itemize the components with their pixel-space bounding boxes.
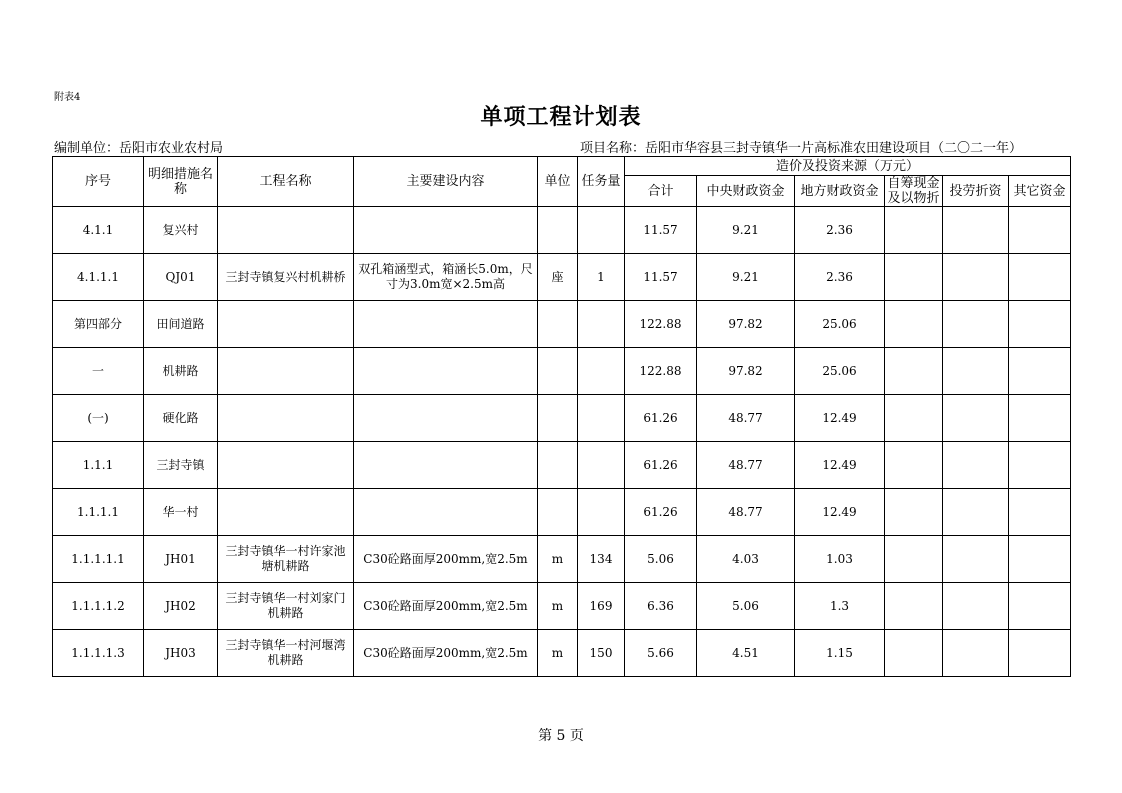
cell-central: 4.03	[697, 536, 795, 583]
cell-central: 9.21	[697, 207, 795, 254]
cell-name: 三封寺镇华一村河堰湾机耕路	[218, 630, 354, 677]
cell-qty: 169	[578, 583, 625, 630]
cell-measure: 机耕路	[144, 348, 218, 395]
cell-name	[218, 207, 354, 254]
cell-unit: m	[538, 536, 578, 583]
cell-other	[1009, 207, 1071, 254]
cell-other	[1009, 442, 1071, 489]
cell-central: 4.51	[697, 630, 795, 677]
cell-measure: QJ01	[144, 254, 218, 301]
cell-content: C30砼路面厚200mm,宽2.5m	[354, 630, 538, 677]
cell-name	[218, 395, 354, 442]
cell-central: 48.77	[697, 442, 795, 489]
header-cost-group: 造价及投资来源（万元）	[625, 157, 1071, 176]
cell-total: 61.26	[625, 395, 697, 442]
cell-local: 2.36	[795, 207, 885, 254]
cell-labor	[943, 489, 1009, 536]
cell-local: 12.49	[795, 395, 885, 442]
cell-total: 6.36	[625, 583, 697, 630]
cell-labor	[943, 301, 1009, 348]
cell-measure: 三封寺镇	[144, 442, 218, 489]
cell-self	[885, 395, 943, 442]
header-measure: 明细措施名称	[144, 157, 218, 207]
cell-other	[1009, 489, 1071, 536]
cell-labor	[943, 583, 1009, 630]
header-central: 中央财政资金	[697, 176, 795, 207]
cell-unit: m	[538, 630, 578, 677]
header-other: 其它资金	[1009, 176, 1071, 207]
cell-local: 25.06	[795, 348, 885, 395]
header-content: 主要建设内容	[354, 157, 538, 207]
cell-total: 5.66	[625, 630, 697, 677]
cell-seq: 一	[53, 348, 144, 395]
cell-self	[885, 348, 943, 395]
cell-seq: 第四部分	[53, 301, 144, 348]
plan-table	[52, 156, 1071, 677]
header-labor: 投劳折资	[943, 176, 1009, 207]
cell-total: 11.57	[625, 207, 697, 254]
cell-labor	[943, 536, 1009, 583]
cell-seq: 1.1.1.1.2	[53, 583, 144, 630]
cell-qty: 150	[578, 630, 625, 677]
header-total: 合计	[625, 176, 697, 207]
cell-qty	[578, 207, 625, 254]
cell-measure: 田间道路	[144, 301, 218, 348]
cell-seq: 1.1.1.1	[53, 489, 144, 536]
cell-local: 1.15	[795, 630, 885, 677]
header-self: 自筹现金及以物折	[885, 176, 943, 207]
table-body	[53, 157, 1071, 677]
cell-measure: JH02	[144, 583, 218, 630]
cell-self	[885, 536, 943, 583]
cell-qty	[578, 348, 625, 395]
cell-seq: 4.1.1.1	[53, 254, 144, 301]
cell-qty	[578, 442, 625, 489]
header-seq: 序号	[53, 157, 144, 207]
header-row-1	[53, 157, 1071, 176]
cell-labor	[943, 630, 1009, 677]
cell-qty	[578, 301, 625, 348]
cell-content	[354, 395, 538, 442]
cell-content	[354, 442, 538, 489]
cell-self	[885, 583, 943, 630]
cell-central: 5.06	[697, 583, 795, 630]
cell-local: 2.36	[795, 254, 885, 301]
cell-labor	[943, 348, 1009, 395]
cell-other	[1009, 536, 1071, 583]
cell-content: C30砼路面厚200mm,宽2.5m	[354, 583, 538, 630]
cell-measure: 复兴村	[144, 207, 218, 254]
cell-other	[1009, 254, 1071, 301]
cell-content	[354, 489, 538, 536]
cell-unit: 座	[538, 254, 578, 301]
cell-self	[885, 301, 943, 348]
cell-self	[885, 254, 943, 301]
page-title: 单项工程计划表	[480, 104, 642, 130]
cell-central: 9.21	[697, 254, 795, 301]
cell-seq: (一)	[53, 395, 144, 442]
cell-measure: 硬化路	[144, 395, 218, 442]
project-name: 项目名称：岳阳市华容县三封寺镇华一片高标准农田建设项目（二〇二一年）	[580, 141, 1023, 156]
cell-name: 三封寺镇华一村刘家门机耕路	[218, 583, 354, 630]
cell-measure: 华一村	[144, 489, 218, 536]
header-qty: 任务量	[578, 157, 625, 207]
cell-local: 1.03	[795, 536, 885, 583]
cell-local: 1.3	[795, 583, 885, 630]
cell-content	[354, 207, 538, 254]
cell-seq: 1.1.1.1.1	[53, 536, 144, 583]
appendix-label: 附表4	[54, 92, 81, 103]
cell-content: 双孔箱涵型式，箱涵长5.0m，尺寸为3.0m宽×2.5m高	[354, 254, 538, 301]
cell-other	[1009, 301, 1071, 348]
cell-seq: 4.1.1	[53, 207, 144, 254]
cell-qty	[578, 395, 625, 442]
header-unit: 单位	[538, 157, 578, 207]
header-local: 地方财政资金	[795, 176, 885, 207]
cell-unit	[538, 301, 578, 348]
table-row	[53, 254, 1071, 301]
cell-local: 12.49	[795, 442, 885, 489]
cell-self	[885, 630, 943, 677]
cell-unit	[538, 207, 578, 254]
table-row	[53, 583, 1071, 630]
table-row	[53, 207, 1071, 254]
cell-seq: 1.1.1	[53, 442, 144, 489]
cell-other	[1009, 583, 1071, 630]
cell-central: 48.77	[697, 395, 795, 442]
table-row	[53, 395, 1071, 442]
cell-central: 48.77	[697, 489, 795, 536]
cell-measure: JH03	[144, 630, 218, 677]
cell-labor	[943, 395, 1009, 442]
cell-name	[218, 301, 354, 348]
cell-labor	[943, 442, 1009, 489]
cell-seq: 1.1.1.1.3	[53, 630, 144, 677]
cell-central: 97.82	[697, 301, 795, 348]
cell-self	[885, 489, 943, 536]
table-row	[53, 630, 1071, 677]
cell-total: 5.06	[625, 536, 697, 583]
table-row	[53, 348, 1071, 395]
cell-labor	[943, 254, 1009, 301]
cell-self	[885, 442, 943, 489]
cell-local: 25.06	[795, 301, 885, 348]
cell-name: 三封寺镇华一村许家池塘机耕路	[218, 536, 354, 583]
cell-qty: 134	[578, 536, 625, 583]
cell-unit: m	[538, 583, 578, 630]
cell-content	[354, 301, 538, 348]
cell-name	[218, 489, 354, 536]
cell-qty	[578, 489, 625, 536]
compiling-unit: 编制单位：岳阳市农业农村局	[54, 141, 224, 156]
table-row	[53, 301, 1071, 348]
cell-total: 61.26	[625, 489, 697, 536]
cell-content: C30砼路面厚200mm,宽2.5m	[354, 536, 538, 583]
cell-other	[1009, 395, 1071, 442]
cell-total: 122.88	[625, 301, 697, 348]
cell-other	[1009, 348, 1071, 395]
page-number: 第 5 页	[538, 728, 584, 744]
cell-unit	[538, 348, 578, 395]
cell-measure: JH01	[144, 536, 218, 583]
cell-other	[1009, 630, 1071, 677]
cell-labor	[943, 207, 1009, 254]
cell-name	[218, 348, 354, 395]
cell-unit	[538, 489, 578, 536]
cell-local: 12.49	[795, 489, 885, 536]
cell-name	[218, 442, 354, 489]
table-row	[53, 536, 1071, 583]
table-row	[53, 442, 1071, 489]
cell-total: 11.57	[625, 254, 697, 301]
cell-self	[885, 207, 943, 254]
table-row	[53, 489, 1071, 536]
cell-qty: 1	[578, 254, 625, 301]
cell-content	[354, 348, 538, 395]
cell-central: 97.82	[697, 348, 795, 395]
cell-total: 122.88	[625, 348, 697, 395]
cell-unit	[538, 395, 578, 442]
cell-name: 三封寺镇复兴村机耕桥	[218, 254, 354, 301]
header-name: 工程名称	[218, 157, 354, 207]
cell-unit	[538, 442, 578, 489]
cell-total: 61.26	[625, 442, 697, 489]
